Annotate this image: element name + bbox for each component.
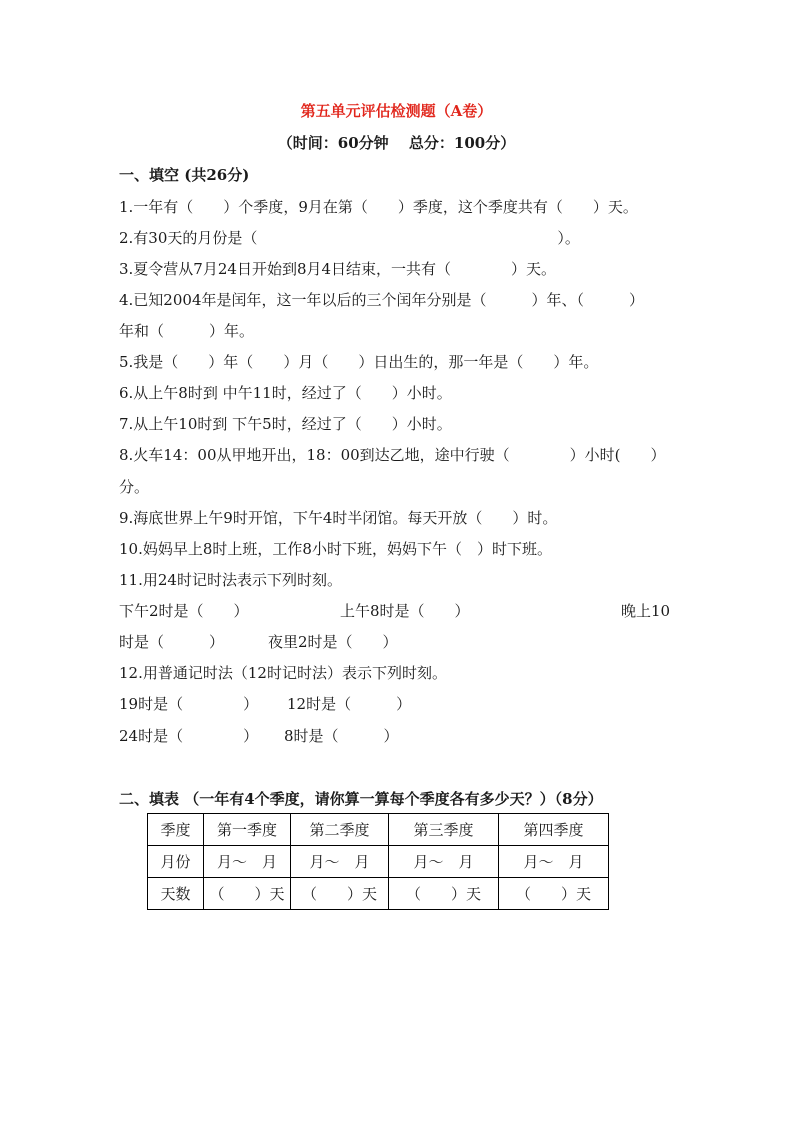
question-4-line1: 4.已知2004年是闰年，这一年以后的三个闰年分别是（ ）年、（ ） (119, 291, 644, 309)
table-row (148, 878, 609, 910)
table-cell: 天数 (148, 878, 204, 910)
table-cell: 第一季度 (204, 814, 291, 846)
question-5: 5.我是（ ）年（ ）月（ ）日出生的，那一年是（ ）年。 (119, 353, 599, 371)
table-row (148, 846, 609, 878)
section2-heading: 二、填表 （一年有4个季度，请你算一算每个季度各有多少天？）（8分） (119, 790, 603, 808)
question-12-item-c: 24时是（ ） (119, 727, 259, 745)
question-12-item-d: 8时是（ ） (284, 727, 399, 745)
table-cell: （ ）天 (389, 878, 499, 910)
question-11: 11.用24时记时法表示下列时刻。 (119, 571, 342, 589)
question-6: 6.从上午8时到 中午11时，经过了（ ）小时。 (119, 384, 452, 402)
section1-heading: 一、填空 (共26分) (119, 166, 250, 184)
table-cell: 第四季度 (499, 814, 609, 846)
question-8-line1: 8.火车14：00从甲地开出，18：00到达乙地，途中行驶（ ）小时( ） (119, 446, 666, 464)
question-4-line2: 年和（ ）年。 (119, 322, 255, 340)
table-cell: 月～ 月 (291, 846, 389, 878)
question-7: 7.从上午10时到 下午5时，经过了（ ）小时。 (119, 415, 452, 433)
question-11-item-e: 夜里2时是（ ） (268, 633, 398, 651)
question-9: 9.海底世界上午9时开馆，下午4时半闭馆。每天开放（ ）时。 (119, 509, 558, 527)
table-cell: 月～ 月 (204, 846, 291, 878)
question-10: 10.妈妈早上8时上班，工作8小时下班，妈妈下午（ ）时下班。 (119, 540, 552, 558)
question-11-item-a: 下午2时是（ ） (119, 602, 249, 620)
question-12-item-a: 19时是（ ） (119, 695, 259, 713)
question-3: 3.夏令营从7月24日开始到8月4日结束，一共有（ ）天。 (119, 260, 557, 278)
question-11-item-b: 上午8时是（ ） (340, 602, 470, 620)
table-cell: 月～ 月 (499, 846, 609, 878)
table-cell: （ ）天 (204, 878, 291, 910)
table-cell: 季度 (148, 814, 204, 846)
question-11-item-d: 时是（ ） (119, 633, 225, 651)
table-cell: 月份 (148, 846, 204, 878)
table-cell: 第二季度 (291, 814, 389, 846)
table-row (148, 814, 609, 846)
season-table (147, 813, 609, 910)
table-cell: 月～ 月 (389, 846, 499, 878)
table-cell: 第三季度 (389, 814, 499, 846)
table-cell: （ ）天 (291, 878, 389, 910)
page-title: 第五单元评估检测题（A卷） (300, 102, 493, 120)
question-2: 2.有30天的月份是（ ）。 (119, 229, 580, 247)
question-8-line2: 分。 (119, 478, 150, 496)
question-12-item-b: 12时是（ ） (287, 695, 412, 713)
table-cell: （ ）天 (499, 878, 609, 910)
page-subtitle: （时间：60分钟 总分：100分） (277, 134, 516, 152)
question-1: 1.一年有（ ）个季度，9月在第（ ）季度，这个季度共有（ ）天。 (119, 198, 638, 216)
question-11-item-c: 晚上10 (621, 602, 671, 620)
question-12: 12.用普通记时法（12时记时法）表示下列时刻。 (119, 664, 447, 682)
